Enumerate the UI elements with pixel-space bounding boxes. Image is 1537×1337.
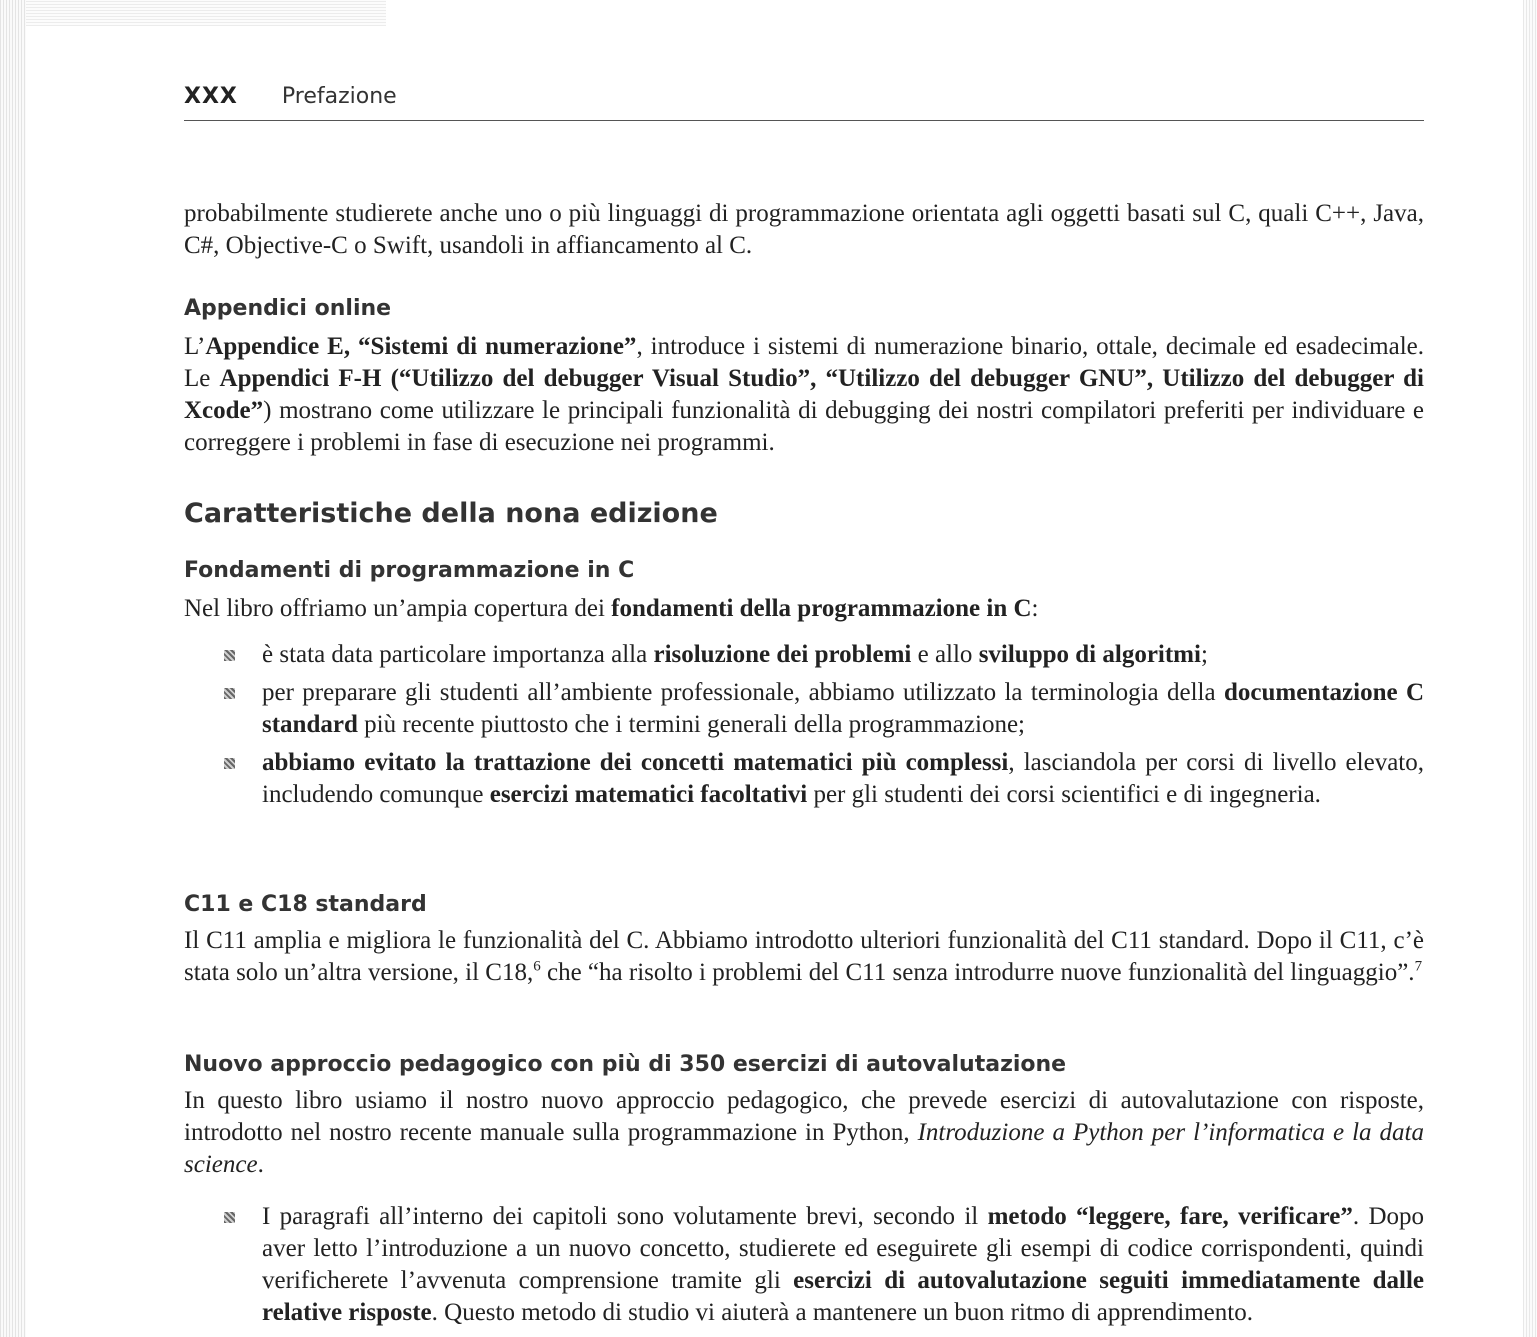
running-header bbox=[184, 84, 1424, 121]
intro-block bbox=[184, 198, 1424, 262]
scan-edge-top bbox=[26, 0, 386, 26]
footnote-6: 6 bbox=[533, 958, 541, 975]
bullet-square-icon bbox=[224, 758, 235, 769]
subheading-nuovo-approccio: Nuovo approccio pedagogico con più di 350 esercizi di autovalutazione bbox=[184, 1052, 1067, 1077]
section-heading-caratteristiche: Caratteristiche della nona edizione bbox=[184, 498, 718, 529]
section-fondamenti bbox=[184, 558, 1424, 817]
bullet-square-icon bbox=[224, 1212, 235, 1223]
section-nuovo-approccio bbox=[184, 1052, 1424, 1335]
nuovo-list bbox=[184, 1201, 1424, 1329]
intro-paragraph: probabilmente studierete anche uno o più linguaggi di programmazione orientata agli oggetti basati sul C, quali C++, Java, C#, Objective-C o Swift, usandoli in affiancamento al C. bbox=[184, 200, 1424, 259]
section-caratteristiche bbox=[184, 498, 1424, 529]
nuovo-paragraph: In questo libro usiamo il nostro nuovo approccio pedagogico, che prevede esercizi di autovalutazione con risposte, introdotto nel nostro recente manuale sulla programmazione in Python, Introduzione a Python per l’informatica e la data science. bbox=[184, 1087, 1424, 1178]
list-item: è stata data particolare importanza alla risoluzione dei problemi e allo sviluppo di algoritmi; bbox=[184, 639, 1424, 671]
fondamenti-paragraph: Nel libro offriamo un’ampia copertura dei fondamenti della programmazione in C: bbox=[184, 595, 1039, 622]
subheading-c11: C11 e C18 standard bbox=[184, 892, 427, 917]
list-item: I paragrafi all’interno dei capitoli sono volutamente brevi, secondo il metodo “leggere, fare, verificare”. Dopo aver letto l’introduzione a un nuovo concetto, studierete ed eseguirete gli esempi di codice corrispondenti, quindi verificherete l’avvenuta comprensione tramite gli esercizi di autovalutazione seguiti immediatamente dalle relative risposte. Questo metodo di studio vi aiuterà a mantenere un buon ritmo di apprendimento. bbox=[184, 1201, 1424, 1329]
section-c11 bbox=[184, 892, 1424, 989]
page-number: XXX bbox=[184, 84, 238, 109]
appendici-paragraph: L’Appendice E, “Sistemi di numerazione”, introduce i sistemi di numerazione binario, ottale, decimale ed esadecimale. Le Appendici F-H (“Utilizzo del debugger Visual Studio”, “Utilizzo del debugger GNU”, Utilizzo del debugger di Xcode”) mostrano come utilizzare le principali funzionalità di debugging dei nostri compilatori preferiti per individuare e correggere i problemi in fase di esecuzione nei programmi. bbox=[184, 333, 1424, 456]
scan-edge-left bbox=[0, 0, 26, 1337]
fondamenti-list bbox=[184, 639, 1424, 811]
section-appendici bbox=[184, 296, 1424, 459]
scan-edge-right bbox=[1523, 0, 1537, 1337]
c11-paragraph: Il C11 amplia e migliora le funzionalità del C. Abbiamo introdotto ulteriori funzionalità del C11 standard. Dopo il C11, c’è stata solo un’altra versione, il C18,$^6$ che “ha risolto i problemi del C11 senza introdurre nuove funzionalità del linguaggio”.$^7$ bbox=[184, 927, 1424, 986]
list-item: per preparare gli studenti all’ambiente professionale, abbiamo utilizzato la terminologia della documentazione C standard più recente piuttosto che i termini generali della programmazione; bbox=[184, 677, 1424, 741]
footnote-7: 7 bbox=[1414, 958, 1423, 975]
bullet-square-icon bbox=[224, 650, 235, 661]
subheading-fondamenti: Fondamenti di programmazione in C bbox=[184, 558, 635, 583]
bullet-square-icon bbox=[224, 688, 235, 699]
subheading-appendici: Appendici online bbox=[184, 296, 392, 321]
list-item: abbiamo evitato la trattazione dei concetti matematici più complessi, lasciandola per corsi di livello elevato, includendo comunque esercizi matematici facoltativi per gli studenti dei corsi scientifici e di ingegneria. bbox=[184, 747, 1424, 811]
running-title: Prefazione bbox=[281, 84, 397, 109]
